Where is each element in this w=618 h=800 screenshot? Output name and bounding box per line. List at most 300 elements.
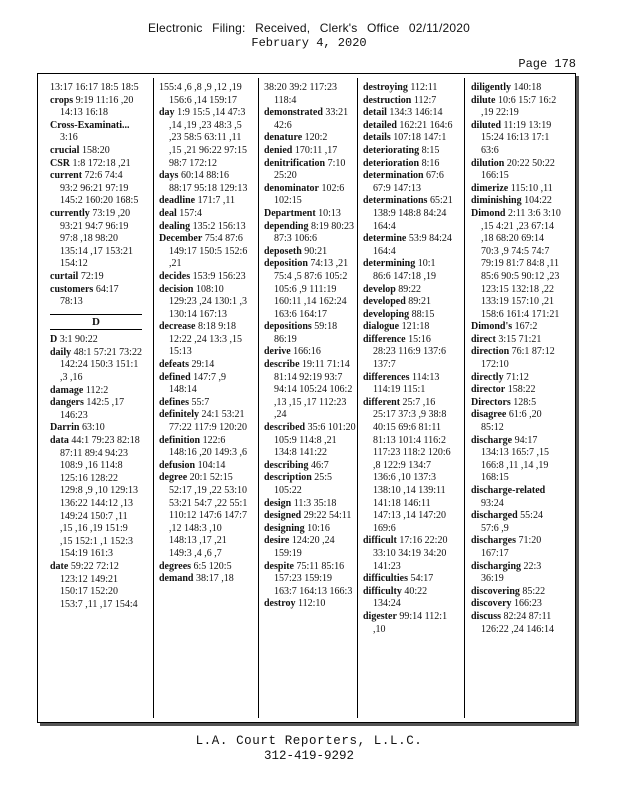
entry-term: despite: [264, 560, 294, 572]
entry-refs: 48:1 57:21 73:22 142:24 150:3 151:1 ,3 ,16: [60, 346, 142, 384]
entry-refs: 82:24 87:11 126:22 ,24 146:14: [481, 610, 555, 635]
index-entry: [50, 170, 142, 208]
index-entry: [363, 321, 455, 334]
entry-term: discovery: [471, 598, 512, 610]
entry-refs: 166:16: [293, 346, 321, 358]
entry-refs: 63:10: [81, 422, 105, 434]
entry-refs: 25:5 105:22: [274, 472, 333, 496]
entry-refs: 76:1 87:12 172:10: [481, 346, 555, 371]
index-entry: [471, 510, 563, 535]
entry-term: direct: [471, 333, 496, 345]
entry-term: deal: [159, 207, 177, 219]
index-entry: [471, 334, 563, 347]
index-column-5: [471, 82, 563, 636]
entry-term: current: [50, 170, 83, 182]
index-entry: [471, 346, 563, 371]
index-entry: [264, 246, 356, 259]
entry-refs: 20:22 50:22 166:15: [481, 157, 555, 182]
entry-refs: 55:7: [191, 396, 210, 408]
index-entry: [264, 598, 356, 611]
entry-term: describing: [264, 459, 309, 471]
index-entry: [363, 132, 455, 145]
entry-refs: 25:7 ,16 25:17 37:3 ,9 38:8 40:15 69:6 81:11 81:13 101:4 116:2 117:23 118:2 120:6 ,8 122:9 134:7 136:6 ,10 137:3 138:10 ,14 139:11 141:18 146:11 147:13 ,14 147:20 169:6: [373, 396, 451, 534]
index-continuation: [159, 82, 251, 107]
entry-refs: 35:6 101:20 105:9 114:8 ,21 134:8 141:22: [274, 422, 356, 459]
entry-refs: 29:14: [191, 359, 215, 371]
index-entry: [363, 535, 455, 573]
entry-refs: 60:14 88:16 88:17 95:18 129:13: [169, 170, 248, 194]
entry-term: Dimond's: [471, 321, 513, 333]
index-entry: [264, 346, 356, 359]
index-entry: [363, 195, 455, 233]
entry-term: Darrin: [50, 422, 80, 434]
index-entry: [159, 107, 251, 170]
index-entry: [264, 208, 356, 221]
page-number: Page 178: [518, 57, 576, 71]
index-entry: [471, 321, 563, 334]
entry-refs: 10:16: [307, 522, 330, 534]
entry-refs: 10:1 86:6 147:18 ,19: [373, 258, 437, 282]
index-entry: [363, 82, 455, 95]
entry-refs: 74:13 ,21 75:4 ,5 87:6 105:2 105:6 ,9 111:19 160:11 ,14 162:24 163:6 164:17: [274, 258, 349, 320]
index-entry: [159, 321, 251, 359]
entry-term: determinations: [363, 195, 428, 207]
index-entry: [471, 95, 563, 120]
entry-refs: 107:18 147:1: [393, 132, 447, 144]
entry-term: determination: [363, 170, 424, 182]
entry-term: decides: [159, 270, 191, 282]
entry-term: developing: [363, 308, 410, 320]
entry-refs: 64:17 78:13: [60, 283, 119, 308]
index-entry: [471, 120, 563, 158]
entry-refs: 8:18 9:18 12:22 ,24 13:3 ,15 15:13: [169, 321, 243, 358]
entry-refs: 3:16: [60, 132, 78, 144]
entry-refs: 46:7: [310, 459, 329, 471]
entry-refs: 94:17 134:13 165:7 ,15 166:8 ,11 ,14 ,19 168:15: [481, 434, 550, 484]
entry-term: difficulty: [363, 585, 402, 597]
index-entry: [471, 435, 563, 485]
index-entry: [50, 385, 142, 398]
index-entry: [363, 158, 455, 171]
index-entry: [471, 208, 563, 321]
entry-refs: 166:23: [514, 598, 542, 610]
index-entry: [50, 422, 142, 435]
entry-refs: 65:21 138:9 148:8 84:24 164:4: [373, 195, 453, 232]
index-entry: [471, 561, 563, 586]
entry-term: demand: [159, 573, 194, 585]
entry-term: digester: [363, 610, 397, 622]
entry-refs: 112:11: [410, 82, 438, 93]
entry-refs: 73:19 ,20 93:21 94:7 96:19 97:8 ,18 98:20 135:14 ,17 153:21 154:12: [60, 207, 134, 270]
index-entry: [363, 611, 455, 636]
index-entry: [471, 158, 563, 183]
entry-term: difficult: [363, 535, 397, 547]
entry-term: details: [363, 132, 391, 144]
index-entry: [363, 573, 455, 586]
entry-term: discharged: [471, 510, 518, 522]
entry-term: determine: [363, 233, 407, 245]
index-entry: [471, 195, 563, 208]
index-entry: [264, 523, 356, 536]
entry-refs: 89:21: [408, 296, 432, 308]
index-entry: [471, 384, 563, 397]
entry-refs: 67:6 67:9 147:13: [373, 170, 444, 194]
entry-term: deadline: [159, 195, 196, 207]
index-entry: [50, 397, 142, 422]
entry-refs: 153:9 156:23: [192, 270, 246, 282]
index-column-4: [363, 82, 455, 636]
index-entry: [159, 561, 251, 574]
entry-refs: 33:21 42:6: [274, 107, 349, 131]
entry-term: develop: [363, 283, 396, 295]
entry-term: describe: [264, 359, 300, 371]
entry-term: deteriorating: [363, 144, 420, 156]
entry-term: degree: [159, 472, 188, 484]
entry-term: definitely: [159, 409, 199, 421]
index-entry: [264, 535, 356, 560]
index-entry: [363, 170, 455, 195]
index-entry: [363, 145, 455, 158]
entry-term: diminishing: [471, 195, 522, 207]
index-entry: [264, 460, 356, 473]
entry-refs: 112:2: [85, 384, 109, 396]
index-entry: [471, 535, 563, 560]
entry-term: dilution: [471, 157, 505, 169]
entry-term: destroy: [264, 598, 296, 610]
entry-refs: 122:6 148:16 ,20 149:3 ,6: [169, 434, 248, 459]
entry-refs: 90:21: [304, 245, 328, 257]
entry-term: Cross-Examinati...: [50, 119, 130, 131]
entry-refs: 135:2 156:13: [192, 220, 246, 232]
index-entry: [264, 158, 356, 183]
index-entry: [471, 586, 563, 599]
filing-date: February 4, 2020: [251, 36, 367, 50]
index-entry: [471, 82, 563, 95]
entry-refs: 158:22: [507, 384, 536, 396]
index-entry: [50, 435, 142, 561]
entry-refs: 2:11 3:6 3:10 ,15 4:21 ,23 67:14 ,18 68:20 69:14 70:3 ,9 74:5 74:7 79:19 81:7 84:8 ,11 85:6 90:5 90:12 ,23 123:15 132:18 ,22 133:19 157:10 ,21 158:6 161:4 171:21: [481, 207, 561, 320]
entry-term: discharge: [471, 434, 513, 446]
entry-term: damage: [50, 384, 84, 396]
entry-refs: 170:11 ,17: [294, 144, 338, 156]
entry-term: denied: [264, 144, 293, 156]
index-entry: [363, 372, 455, 397]
entry-refs: 1:9 15:5 ,14 47:3 ,14 ,19 ,23 48:3 ,5 ,23 58:5 63:11 ,11 ,15 ,21 96:22 97:15 98:7 172:12: [169, 107, 248, 169]
entry-term: discharge-related: [471, 485, 546, 496]
index-entry: [264, 498, 356, 511]
entry-term: defines: [159, 396, 189, 408]
entry-refs: 17:16 22:20 33:10 34:19 34:20 141:23: [373, 535, 448, 572]
entry-refs: 20:1 52:15 52:17 ,19 ,22 53:10 53:21 54:7 ,22 55:1 110:12 147:6 147:7 ,12 148:3 ,10 148:13 ,17 ,21 149:3 ,4 ,6 ,7: [169, 472, 248, 559]
index-entry: [50, 158, 142, 171]
entry-term: day: [159, 107, 175, 119]
index-entry: [264, 132, 356, 145]
entry-refs: 112:7: [413, 94, 437, 106]
entry-term: discharges: [471, 535, 516, 547]
entry-term: crops: [50, 94, 74, 106]
entry-refs: 44:1 79:23 82:18 87:11 89:4 94:23 108:9 ,16 114:8 125:16 128:22 129:8 ,9 ,10 129:13 136:22 144:12 ,13 149:24 150:7 ,11 ,15 ,16 ,19 151:9 ,15 152:1 ,1 152:3 154:19 161:3: [60, 435, 140, 560]
entry-refs: 93:24: [481, 497, 504, 509]
entry-term: degrees: [159, 560, 192, 572]
entry-refs: 115:10 ,11: [510, 182, 553, 194]
index-entry: [264, 472, 356, 497]
entry-refs: 114:13 114:19 115:1: [373, 371, 440, 396]
index-entry: [264, 510, 356, 523]
index-entry: [363, 233, 455, 258]
index-entry: [471, 397, 563, 410]
index-entry: [159, 359, 251, 372]
entry-term: difficulties: [363, 573, 408, 585]
entry-refs: 3:1 90:22: [59, 334, 98, 346]
entry-term: deposition: [264, 258, 308, 270]
index-entry: [159, 233, 251, 271]
entry-term: disagree: [471, 409, 507, 421]
entry-refs: 72:6 74:4 93:2 96:21 97:19 145:2 160:20 168:5: [60, 170, 139, 207]
index-entry: [159, 284, 251, 322]
entry-refs: 9:19 11:16 ,20 14:13 16:18: [60, 94, 134, 119]
entry-term: deposeth: [264, 245, 302, 257]
entry-term: defined: [159, 371, 191, 383]
entry-term: directly: [471, 371, 504, 383]
entry-term: Dimond: [471, 207, 506, 219]
index-entry: [363, 296, 455, 309]
index-entry: [264, 221, 356, 246]
entry-term: date: [50, 560, 69, 572]
entry-refs: 38:20 39:2 117:23 118:4: [264, 82, 337, 106]
index-entry: [159, 372, 251, 397]
entry-term: discovering: [471, 585, 520, 597]
entry-refs: 162:21 164:6: [399, 119, 453, 131]
index-entry: [471, 485, 563, 510]
index-column-1: [50, 82, 142, 611]
index-entry: [264, 183, 356, 208]
entry-refs: 29:22 54:11: [303, 510, 352, 522]
entry-term: designed: [264, 510, 302, 522]
index-entry: [159, 573, 251, 586]
entry-refs: 24:1 53:21 77:22 117:9 120:20: [169, 409, 247, 434]
footer-phone: 312-419-9292: [263, 749, 354, 763]
entry-refs: 71:20 167:17: [481, 535, 542, 559]
entry-refs: 142:5 ,17 146:23: [60, 397, 125, 421]
entry-term: determining: [363, 258, 416, 270]
entry-refs: 140:18: [513, 82, 542, 93]
footer-company: L.A. Court Reporters, L.L.C.: [195, 734, 423, 748]
entry-refs: 99:14 112:1 ,10: [373, 610, 448, 635]
entry-refs: 6:5 120:5: [193, 560, 232, 572]
index-entry: [363, 334, 455, 372]
index-column-3: [264, 82, 356, 611]
column-divider: [464, 78, 465, 718]
entry-term: direction: [471, 346, 510, 358]
index-entry: [159, 195, 251, 208]
entry-refs: 10:6 15:7 16:2 ,19 22:19: [481, 94, 557, 119]
index-entry: [363, 309, 455, 322]
entry-refs: 75:4 87:6 149:17 150:5 152:6 ,21: [169, 233, 248, 270]
entry-refs: 19:11 71:14 81:14 92:19 93:7 94:14 105:24 106:2 ,13 ,15 ,17 112:23 ,24: [274, 359, 353, 421]
entry-term: denature: [264, 132, 303, 144]
entry-refs: 171:7 ,11: [197, 195, 236, 207]
entry-refs: 147:7 ,9 148:14: [169, 371, 226, 396]
entry-refs: 53:9 84:24 164:4: [373, 233, 452, 257]
index-entry: [50, 120, 142, 145]
index-continuation: [264, 82, 356, 107]
index-entry: [159, 397, 251, 410]
entry-refs: 1:8 172:18 ,21: [72, 157, 131, 169]
entry-refs: 89:22: [398, 283, 422, 295]
entry-term: days: [159, 170, 179, 182]
entry-term: dimerize: [471, 182, 509, 194]
entry-refs: 59:18 86:19: [274, 321, 338, 345]
index-entry: [50, 95, 142, 120]
index-entry: [471, 372, 563, 385]
index-entry: [50, 208, 142, 271]
entry-refs: 13:17 16:17 18:5 18:5: [50, 82, 139, 93]
index-entry: [363, 586, 455, 611]
index-entry: [159, 170, 251, 195]
entry-term: denominator: [264, 182, 319, 194]
column-divider: [258, 78, 259, 718]
entry-term: designing: [264, 522, 305, 534]
index-entry: [363, 284, 455, 297]
index-entry: [50, 145, 142, 158]
index-entry: [471, 611, 563, 636]
index-column-2: [159, 82, 251, 586]
entry-refs: 11:3 35:18: [293, 497, 337, 509]
entry-refs: 15:16 28:23 116:9 137:6 137:7: [373, 333, 446, 371]
entry-term: destroying: [363, 82, 408, 93]
index-entry: [264, 359, 356, 422]
entry-refs: 88:15: [411, 308, 435, 320]
entry-term: daily: [50, 346, 72, 358]
index-entry: [159, 435, 251, 460]
entry-refs: 8:16: [421, 157, 440, 169]
entry-term: director: [471, 384, 506, 396]
entry-term: discuss: [471, 610, 502, 622]
entry-refs: 38:17 ,18: [195, 573, 234, 585]
entry-term: defeats: [159, 359, 189, 371]
index-entry: [159, 472, 251, 560]
index-entry: [363, 258, 455, 283]
index-entry: [471, 598, 563, 611]
entry-term: depending: [264, 220, 309, 232]
entry-refs: 85:22: [522, 585, 546, 597]
entry-refs: 10:13: [318, 207, 341, 219]
index-entry: [159, 271, 251, 284]
entry-term: discharging: [471, 560, 522, 572]
entry-refs: 22:3 36:19: [481, 560, 542, 585]
entry-refs: 11:19 13:19 15:24 16:13 17:1 63:6: [481, 119, 552, 156]
entry-term: differences: [363, 371, 410, 383]
entry-refs: 155:4 ,6 ,8 ,9 ,12 ,19 156:6 ,14 159:17: [159, 82, 242, 106]
entry-term: description: [264, 472, 312, 484]
entry-refs: 75:11 85:16 157:23 159:19 163:7 164:13 166:3: [274, 560, 353, 597]
entry-term: customers: [50, 283, 94, 295]
index-frame: [37, 73, 576, 723]
entry-term: defusion: [159, 459, 196, 471]
entry-term: derive: [264, 346, 291, 358]
entry-term: Department: [264, 207, 316, 219]
index-entry: [159, 460, 251, 473]
entry-refs: 72:19: [80, 270, 104, 282]
index-entry: [471, 409, 563, 434]
entry-term: desire: [264, 535, 290, 547]
entry-refs: 59:22 72:12 123:12 149:21 150:17 152:20 153:7 ,11 ,17 154:4: [60, 560, 138, 610]
entry-term: denitrification: [264, 157, 326, 169]
entry-refs: 157:4: [179, 207, 203, 219]
entry-term: currently: [50, 207, 90, 219]
index-entry: [363, 107, 455, 120]
entry-refs: 124:20 ,24 159:19: [274, 535, 335, 559]
entry-term: December: [159, 233, 203, 245]
entry-term: curtail: [50, 270, 79, 282]
entry-refs: 61:6 ,20 85:12: [481, 409, 542, 434]
entry-refs: 40:22 134:24: [373, 585, 428, 610]
entry-term: demonstrated: [264, 107, 323, 119]
entry-refs: 7:10 25:20: [274, 157, 346, 182]
entry-term: Directors: [471, 396, 511, 408]
filing-stamp: Electronic Filing: Received, Clerk's Office 02/11/2020: [147, 21, 471, 35]
entry-refs: 167:2: [514, 321, 538, 333]
entry-refs: 112:10: [297, 598, 326, 610]
entry-refs: 8:15: [421, 144, 440, 156]
index-entry: [159, 221, 251, 234]
entry-term: detail: [363, 107, 387, 119]
index-entry: [363, 95, 455, 108]
entry-term: dilute: [471, 94, 496, 106]
entry-refs: 104:22: [524, 195, 552, 207]
entry-refs: 54:17: [410, 573, 434, 585]
entry-refs: 55:24 57:6 ,9: [481, 510, 543, 534]
entry-refs: 3:15 71:21: [498, 333, 542, 345]
index-entry: [159, 409, 251, 434]
entry-term: decrease: [159, 321, 196, 333]
entry-term: design: [264, 497, 292, 509]
entry-term: dealing: [159, 220, 191, 232]
entry-term: described: [264, 422, 306, 434]
index-entry: [50, 284, 142, 309]
entry-term: diluted: [471, 119, 502, 131]
entry-term: definition: [159, 434, 201, 446]
index-entry: [264, 145, 356, 158]
entry-refs: 134:3 146:14: [389, 107, 443, 119]
entry-term: deterioration: [363, 157, 420, 169]
entry-refs: 104:14: [197, 459, 226, 471]
entry-refs: 158:20: [81, 144, 110, 156]
entry-refs: 120:2: [304, 132, 328, 144]
index-entry: [159, 208, 251, 221]
index-entry: [363, 120, 455, 133]
entry-term: different: [363, 396, 401, 408]
entry-term: CSR: [50, 157, 71, 169]
index-entry: [264, 107, 356, 132]
index-entry: [264, 561, 356, 599]
column-divider: [357, 78, 358, 718]
entry-term: developed: [363, 296, 406, 308]
index-continuation: [50, 82, 142, 95]
entry-term: difference: [363, 333, 406, 345]
entry-refs: 121:18: [401, 321, 430, 333]
entry-term: D: [50, 334, 58, 346]
index-entry: [363, 397, 455, 536]
entry-term: dialogue: [363, 321, 400, 333]
entry-term: data: [50, 435, 69, 447]
entry-term: dangers: [50, 397, 84, 409]
section-letter: D: [50, 314, 142, 331]
index-entry: [264, 258, 356, 321]
entry-term: crucial: [50, 144, 80, 156]
entry-term: depositions: [264, 321, 312, 333]
entry-refs: 108:10 129:23 ,24 130:1 ,3 130:14 167:13: [169, 283, 248, 320]
